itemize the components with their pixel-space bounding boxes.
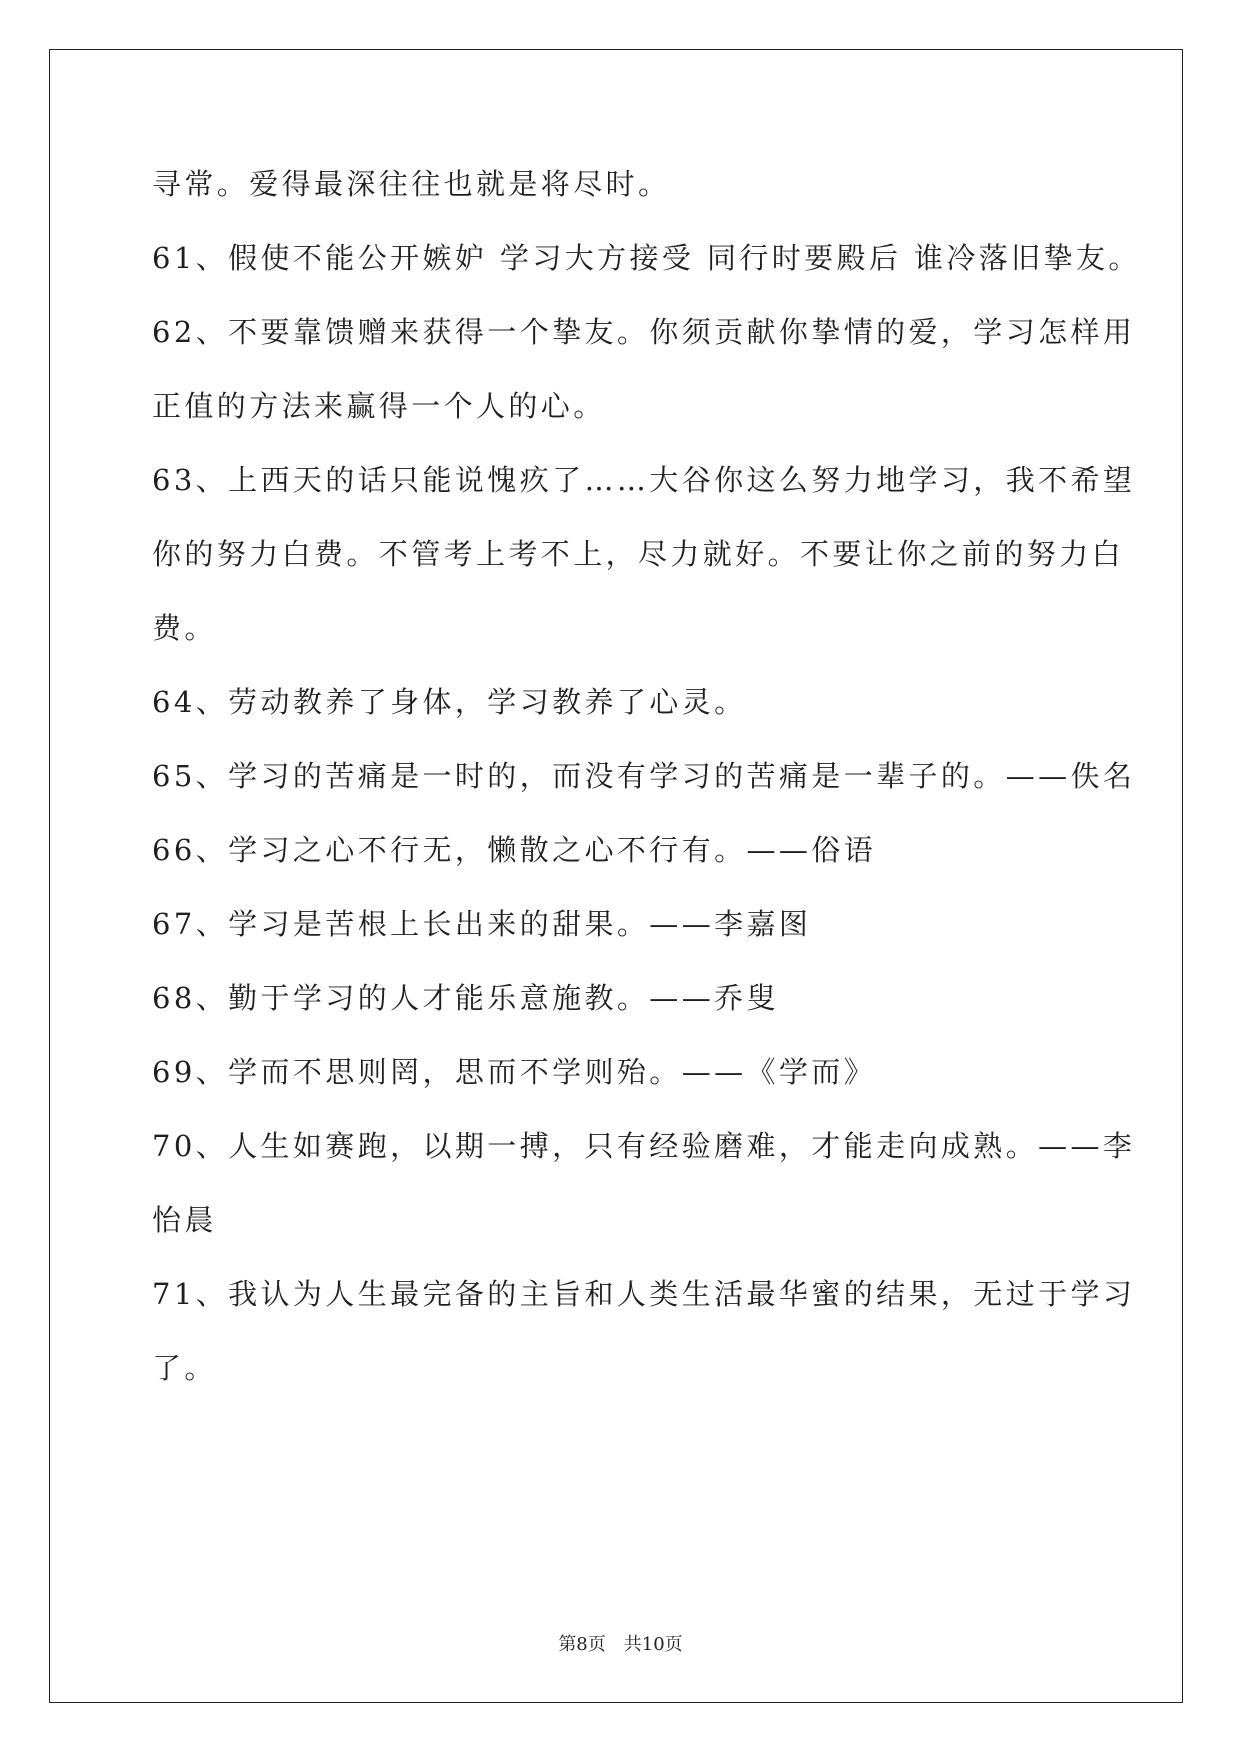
text-line: 67、学习是苦根上长出来的甜果。——李嘉图 (152, 907, 812, 941)
text-line: 66、学习之心不行无，懒散之心不行有。——俗语 (152, 833, 877, 867)
text-line: 正值的方法来赢得一个人的心。 (152, 389, 606, 423)
text-line: 你的努力白费。不管考上考不上，尽力就好。不要让你之前的努力白 (152, 537, 1125, 571)
text-line: 62、不要靠馈赠来获得一个挚友。你须贡献你挚情的爱，学习怎样用 (152, 315, 1136, 349)
page-number-footer: 第8页 共10页 (558, 1634, 683, 1655)
text-line: 61、假使不能公开嫉妒 学习大方接受 同行时要殿后 谁冷落旧挚友。 (152, 241, 1141, 275)
text-line: 寻常。爱得最深往往也就是将尽时。 (152, 167, 671, 201)
text-line: 怡晨 (152, 1203, 217, 1237)
text-line: 了。 (152, 1351, 217, 1385)
text-line: 65、学习的苦痛是一时的，而没有学习的苦痛是一辈子的。——佚名 (152, 759, 1136, 793)
text-line: 70、人生如赛跑，以期一搏，只有经验磨难，才能走向成熟。——李 (152, 1129, 1136, 1163)
text-line: 费。 (152, 611, 217, 645)
text-line: 68、勤于学习的人才能乐意施教。——乔叟 (152, 981, 779, 1015)
text-line: 64、劳动教养了身体，学习教养了心灵。 (152, 685, 747, 719)
page-border (49, 49, 1183, 1703)
text-line: 69、学而不思则罔，思而不学则殆。——《学而》 (152, 1055, 877, 1089)
text-line: 71、我认为人生最完备的主旨和人类生活最华蜜的结果，无过于学习 (152, 1277, 1136, 1311)
text-line: 63、上西天的话只能说愧疚了……大谷你这么努力地学习，我不希望 (152, 463, 1136, 497)
